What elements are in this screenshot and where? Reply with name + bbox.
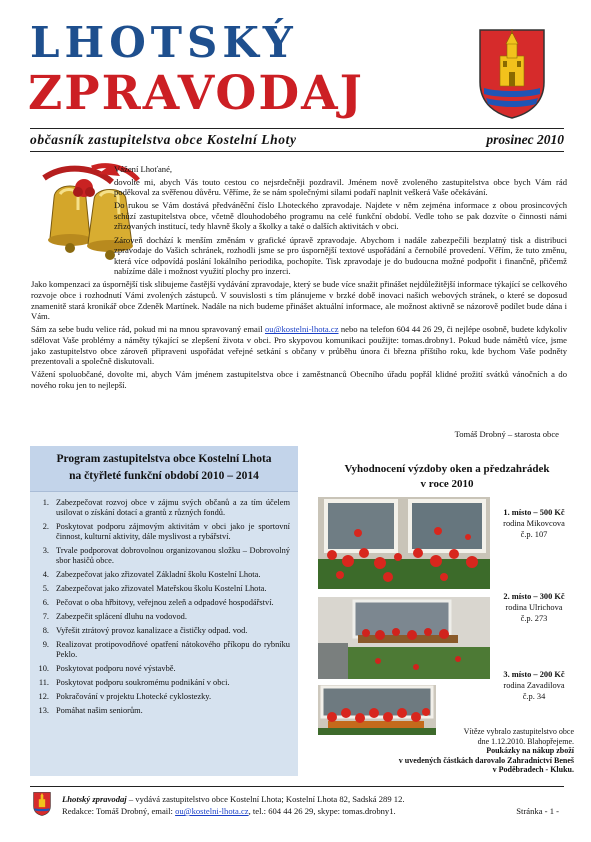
program-item (34, 498, 290, 518)
masthead-subtitle: občasník zastupitelstva obce Kostelní Lhoty (30, 132, 297, 147)
program-item (34, 626, 290, 636)
place-3-prize: 3. místo – 200 Kč (503, 670, 565, 679)
program-item (34, 678, 290, 688)
place-2-family: rodina Ulrichova (505, 603, 563, 612)
program-item-text: Pokračování v projektu Lhotecké cyklostezky. (56, 692, 212, 701)
program-item-text: Pečovat o oba hřbitovy, veřejnou zeleň a odpadové hospodářství. (56, 598, 274, 607)
contest-heading (318, 462, 576, 492)
program-item-number: 7. (42, 612, 49, 621)
contest-note-line5: v Poděbradech - Kluku. (492, 765, 574, 775)
place-1-family: rodina Mikovcova (503, 519, 565, 528)
village-coat-of-arms-icon (478, 28, 546, 120)
program-item (34, 640, 290, 660)
program-heading (30, 446, 298, 492)
place-1-label (494, 507, 574, 540)
letter-greeting: Vážení Lhoťané, (114, 164, 173, 174)
program-item-number: 9. (42, 640, 49, 649)
place-2-prize: 2. místo – 300 Kč (503, 592, 565, 601)
contest-note-line1: Vítěze vybralo zastupitelstvo obce (463, 727, 574, 736)
program-item-text: Zabezpečovat rozvoj obce v zájmu svých občanů a za tím účelem usilovat o získání dotací a grantů z různých fondů. (56, 498, 290, 517)
program-item-number: 10. (38, 664, 49, 673)
letter-signature: Tomáš Drobný – starosta obce (454, 429, 559, 439)
program-item (34, 664, 290, 674)
letter-paragraph-5-start: Sám za sebe budu velice rád, pokud mi na mnou spravovaný email (31, 324, 265, 335)
footer-email-link[interactable]: ou@kostelni-lhota.cz (175, 806, 249, 816)
contest-note-line3: Poukázky na nákup zboží (486, 746, 574, 756)
program-item (34, 706, 290, 716)
program-item-text: Realizovat protipovodňové opatření nátokového příkopu do rybníku Peklo. (56, 640, 290, 659)
place-3-label (494, 669, 574, 702)
program-item (34, 522, 290, 542)
program-item-number: 13. (38, 706, 49, 715)
program-item-number: 4. (42, 570, 49, 579)
program-title-line2: na čtyřleté funkční období 2010 – 2014 (69, 470, 259, 482)
page-number: Stránka - 1 - (516, 806, 559, 816)
program-item-text: Vyřešit ztrátový provoz kanalizace a čističky odpad. vod. (56, 626, 248, 635)
program-item-text: Poskytovat podporu soukromému podnikání v obci. (56, 678, 230, 687)
program-item (34, 598, 290, 608)
program-item-number: 5. (42, 584, 49, 593)
program-item-text: Poskytovat podporu zájmovým aktivitám v obci jako je sportovní činnost, kulturní aktivity, dále myslivost a rybářství. (56, 522, 290, 541)
place-1-prize: 1. místo – 500 Kč (503, 508, 565, 517)
program-item-number: 8. (42, 626, 49, 635)
contest-note-line2: dne 1.12.2010. Blahopřejeme. (477, 736, 574, 746)
letter-paragraph-6: Vážení spoluobčané, dovolte mi, abych Vám jménem zastupitelstva obce i zaměstnanců Obecního úřadu popřál klidné prožití svátků vánočních a do nového roku jen to nejlepší. (31, 369, 567, 390)
program-item (34, 612, 290, 622)
footer-editor (62, 806, 396, 816)
letter-paragraph-3: Zároveň dochází k menším změnám v grafické úpravě zpravodaje. Abychom i nadále zabezpečili bezplatný tisk a distribuci zpravodaje do Vašich schránek, rozhodli jsme se pro úspornější textové uspořádání a černobílé provedení. Věřím, že tuto změnu, která více odpovídá poslání lokálního periodika, pochopíte. Tisk zpravodaje je do budoucna možné podpořit i finančně, přičemž nabízíme dále i možnost využití plochy pro inzerci. (114, 234, 567, 277)
program-item-text: Poskytovat podporu nové výstavbě. (56, 664, 176, 673)
place-1-number: č.p. 107 (520, 530, 548, 539)
program-title-line1: Program zastupitelstva obce Kostelní Lhota (56, 453, 272, 465)
program-item (34, 570, 290, 580)
masthead-title-line1: LHOTSKÝ (30, 18, 298, 67)
mayor-email-link[interactable]: ou@kostelni-lhota.cz (264, 324, 339, 335)
footer-publisher (62, 794, 405, 804)
footer-editor-end: , tel.: 604 44 26 29, skype: tomas.drobny1. (248, 806, 396, 816)
program-item-text: Zabezpečit splácení dluhu na vodovod. (56, 612, 187, 621)
program-item-text: Pomáhat našim seniorům. (56, 706, 143, 715)
program-item-text: Zabezpečovat jako zřizovatel Základní školu Kostelní Lhota. (56, 570, 261, 579)
program-item-number: 2. (42, 522, 49, 531)
place-3-family: rodina Zavadilova (503, 681, 565, 690)
letter-paragraph-4: Jako kompenzaci za úspornější tisk slibujeme častější vydávání zpravodaje, který se bude více snažit přinášet nejdůležitější informace týkající se celkového rozvoje obce i rozhodnutí Vámi zvolených zástupců. V souvislosti s tím plánujeme v brzké době inovaci našich webových stránek, o které se doposud znamenitě stará kronikář obce Zdeněk Martínek. Nadále na nich budeme přinášet aktuální informace, ale možnost aktivně se názorově podílet bude dána i Vám. (31, 279, 567, 322)
editorial-letter (31, 164, 567, 393)
footer-publisher-address: – vydává zastupitelstvo obce Kostelní Lhota; Kostelní Lhota 82, Sadská 289 12. (126, 794, 405, 804)
place-2-label (494, 591, 574, 624)
letter-paragraph-5 (31, 324, 567, 366)
contest-title-line1: Vyhodnocení výzdoby oken a předzahrádek (344, 463, 550, 475)
winner-photo-1 (318, 497, 490, 589)
footer-divider (30, 786, 564, 787)
program-item-number: 3. (42, 546, 49, 555)
program-item-number: 11. (38, 678, 49, 687)
footer-publisher-name: Lhotský zpravodaj (62, 794, 127, 804)
program-item (34, 584, 290, 594)
contest-title-line2: v roce 2010 (420, 478, 474, 490)
program-item-text: Zabezpečovat jako zřizovatel Mateřskou školu Kostelní Lhota. (56, 584, 267, 593)
program-item-number: 12. (38, 692, 49, 701)
footer-editor-start: Redakce: Tomáš Drobný, email: (62, 806, 176, 816)
program-item-text: Trvale podporovat dobrovolnou organizovanou složku – Dobrovolný sbor hasičů obce. (56, 546, 290, 565)
program-item-number: 6. (42, 598, 49, 607)
contest-note-line4: v uvedených částkách darovalo Zahradnictví Beneš (398, 755, 574, 765)
letter-paragraph-5-end: nebo na telefon 604 44 26 29, či nejlépe osobně, budete kdykoliv sdělovat Vaše problémy a náměty týkající se zlepšení života v obci. Pro skypovou komunikaci použijte: tomas.drobny1. Pokud bude námětů více, jsme jako zastupitelstvo obce zároveň připraveni uspořádat veřejné setkání s občany v průběhu února či března příštího roku, kde bychom Vaše podněty prezentovali a společně diskutovali. (31, 324, 567, 367)
program-list (30, 492, 298, 716)
program-item (34, 692, 290, 702)
place-3-number: č.p. 34 (522, 692, 546, 701)
footer-coat-of-arms-icon (33, 791, 51, 817)
letter-paragraph-2: Do rukou se Vám dostává předváněční číslo Lhoteckého zpravodaje. Najdete v něm zejména informace z obou prosincových schůzí zastupitelstva obce, včetně dlouhodobého programu na celé funkční období. Vedle toho se pak dozvíte o činnosti námi zřizovaných institucí, tedy hlavně školy a školky a také o dalších aktivitách v obci. (114, 200, 567, 232)
program-box (30, 446, 298, 776)
place-2-number: č.p. 273 (520, 614, 548, 623)
masthead-title-line2: ZPRAVODAJ (28, 66, 364, 121)
program-item (34, 546, 290, 566)
letter-paragraph-1: dovolte mi, abych Vás touto cestou co nejsrdečněji pozdravil. Jménem nově zvoleného zastupitelstva obce bych Vám rád poděkoval za svěřenou důvěru. Věříme, že se nám společnými silami podaří naplnit veškerá Vaše očekávání. (114, 176, 567, 198)
program-item-number: 1. (42, 498, 49, 507)
contest-note (356, 727, 574, 775)
winner-photo-2 (318, 597, 490, 679)
issue-date: prosinec 2010 (486, 132, 564, 147)
